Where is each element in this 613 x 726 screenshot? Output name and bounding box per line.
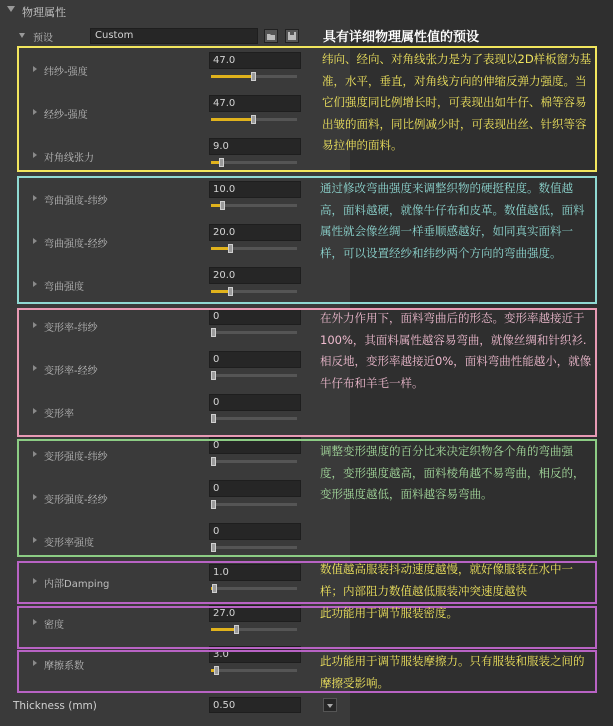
property-label: 变形强度-经纱 [44, 495, 108, 506]
property-label: 内部Damping [44, 579, 110, 590]
annotation-note: 此功能用于调节服装密度。 [320, 606, 458, 620]
property-input[interactable]: 0 [209, 394, 301, 411]
property-input[interactable]: 27.0 [209, 605, 301, 622]
property-input[interactable]: 1.0 [209, 564, 301, 581]
preset-label: 预设 [33, 33, 53, 44]
thickness-dropdown-button[interactable] [323, 698, 337, 712]
thickness-row [0, 696, 350, 716]
section-header-physical-properties[interactable] [0, 0, 350, 20]
heading: 具有详细物理属性值的预设 [323, 30, 480, 45]
property-input[interactable]: 20.0 [209, 224, 301, 241]
property-label: 经纱-强度 [44, 110, 88, 121]
section-title: 物理属性 [22, 6, 66, 19]
property-label: 摩擦系数 [44, 661, 84, 672]
property-input[interactable]: 20.0 [209, 267, 301, 284]
folder-icon [265, 30, 277, 42]
property-input[interactable]: 0 [209, 351, 301, 368]
property-label: 纬纱-强度 [44, 67, 88, 78]
annotation-note: 纬向、经向、对角线张力是为了表现以2D样板窗为基准，水平，垂直，对角线方向的伸缩反弹力强度。当它们强度同比例增长时，可表现出如牛仔、棉等容易出皱的面料，同比例减少时，可表现出丝、针织等容易拉伸的面料。 [322, 52, 592, 152]
property-input[interactable]: 9.0 [209, 138, 301, 155]
property-label: 变形率-经纱 [44, 366, 98, 377]
property-label: 对角线张力 [44, 153, 94, 164]
property-label: 密度 [44, 620, 64, 631]
property-label: 变形强度-纬纱 [44, 452, 108, 463]
property-label: 变形率 [44, 409, 74, 420]
property-input[interactable]: 0 [209, 437, 301, 454]
chevron-down-icon [327, 704, 333, 708]
property-label: 变形率强度 [44, 538, 94, 549]
collapse-arrow-icon[interactable] [7, 6, 15, 12]
thickness-label: Thickness (mm) [13, 700, 97, 712]
property-input[interactable]: 0 [209, 523, 301, 540]
property-input[interactable]: 47.0 [209, 52, 301, 69]
property-label: 弯曲强度 [44, 282, 84, 293]
annotation-note: 在外力作用下，面料弯曲后的形态。变形率越接近于100%，其面料属性越容易弯曲，就像丝绸和针织衫.相反地，变形率越接近0%，面料弯曲性能越小，就像牛仔布和羊毛一样。 [320, 311, 592, 390]
property-label: 弯曲强度-经纱 [44, 239, 108, 250]
preset-dropdown[interactable]: Custom [90, 28, 258, 44]
property-input[interactable]: 10.0 [209, 181, 301, 198]
property-label: 弯曲强度-纬纱 [44, 196, 108, 207]
annotation-note: 数值越高服装抖动速度越慢，就好像服装在水中一样；内部阻力数值越低服装冲突速度越快 [320, 562, 573, 598]
collapse-arrow-icon[interactable] [19, 33, 25, 38]
thickness-input[interactable]: 0.50 [209, 697, 301, 713]
property-input[interactable]: 0 [209, 480, 301, 497]
annotation-note: 调整变形强度的百分比来决定织物各个角的弯曲强度，变形强度越高，面料棱角越不易弯曲，相反的，变形强度越低，面料越容易弯曲。 [320, 444, 585, 501]
property-input[interactable]: 47.0 [209, 95, 301, 112]
open-folder-button[interactable] [264, 29, 278, 43]
property-input[interactable]: 0 [209, 308, 301, 325]
save-icon [286, 30, 298, 42]
save-preset-button[interactable] [285, 29, 299, 43]
annotation-note: 此功能用于调节服装摩擦力。只有服装和服装之间的摩擦受影响。 [320, 654, 585, 690]
property-label: 变形率-纬纱 [44, 323, 98, 334]
property-input[interactable]: 3.0 [209, 646, 301, 663]
annotation-note: 通过修改弯曲强度来调整织物的硬挺程度。数值越高，面料越硬，就像牛仔布和皮革。数值越低，面料属性就会像丝绸一样垂顺感越好，如同真实面料一样，可以设置经纱和纬纱两个方向的弯曲强度。 [320, 181, 585, 260]
